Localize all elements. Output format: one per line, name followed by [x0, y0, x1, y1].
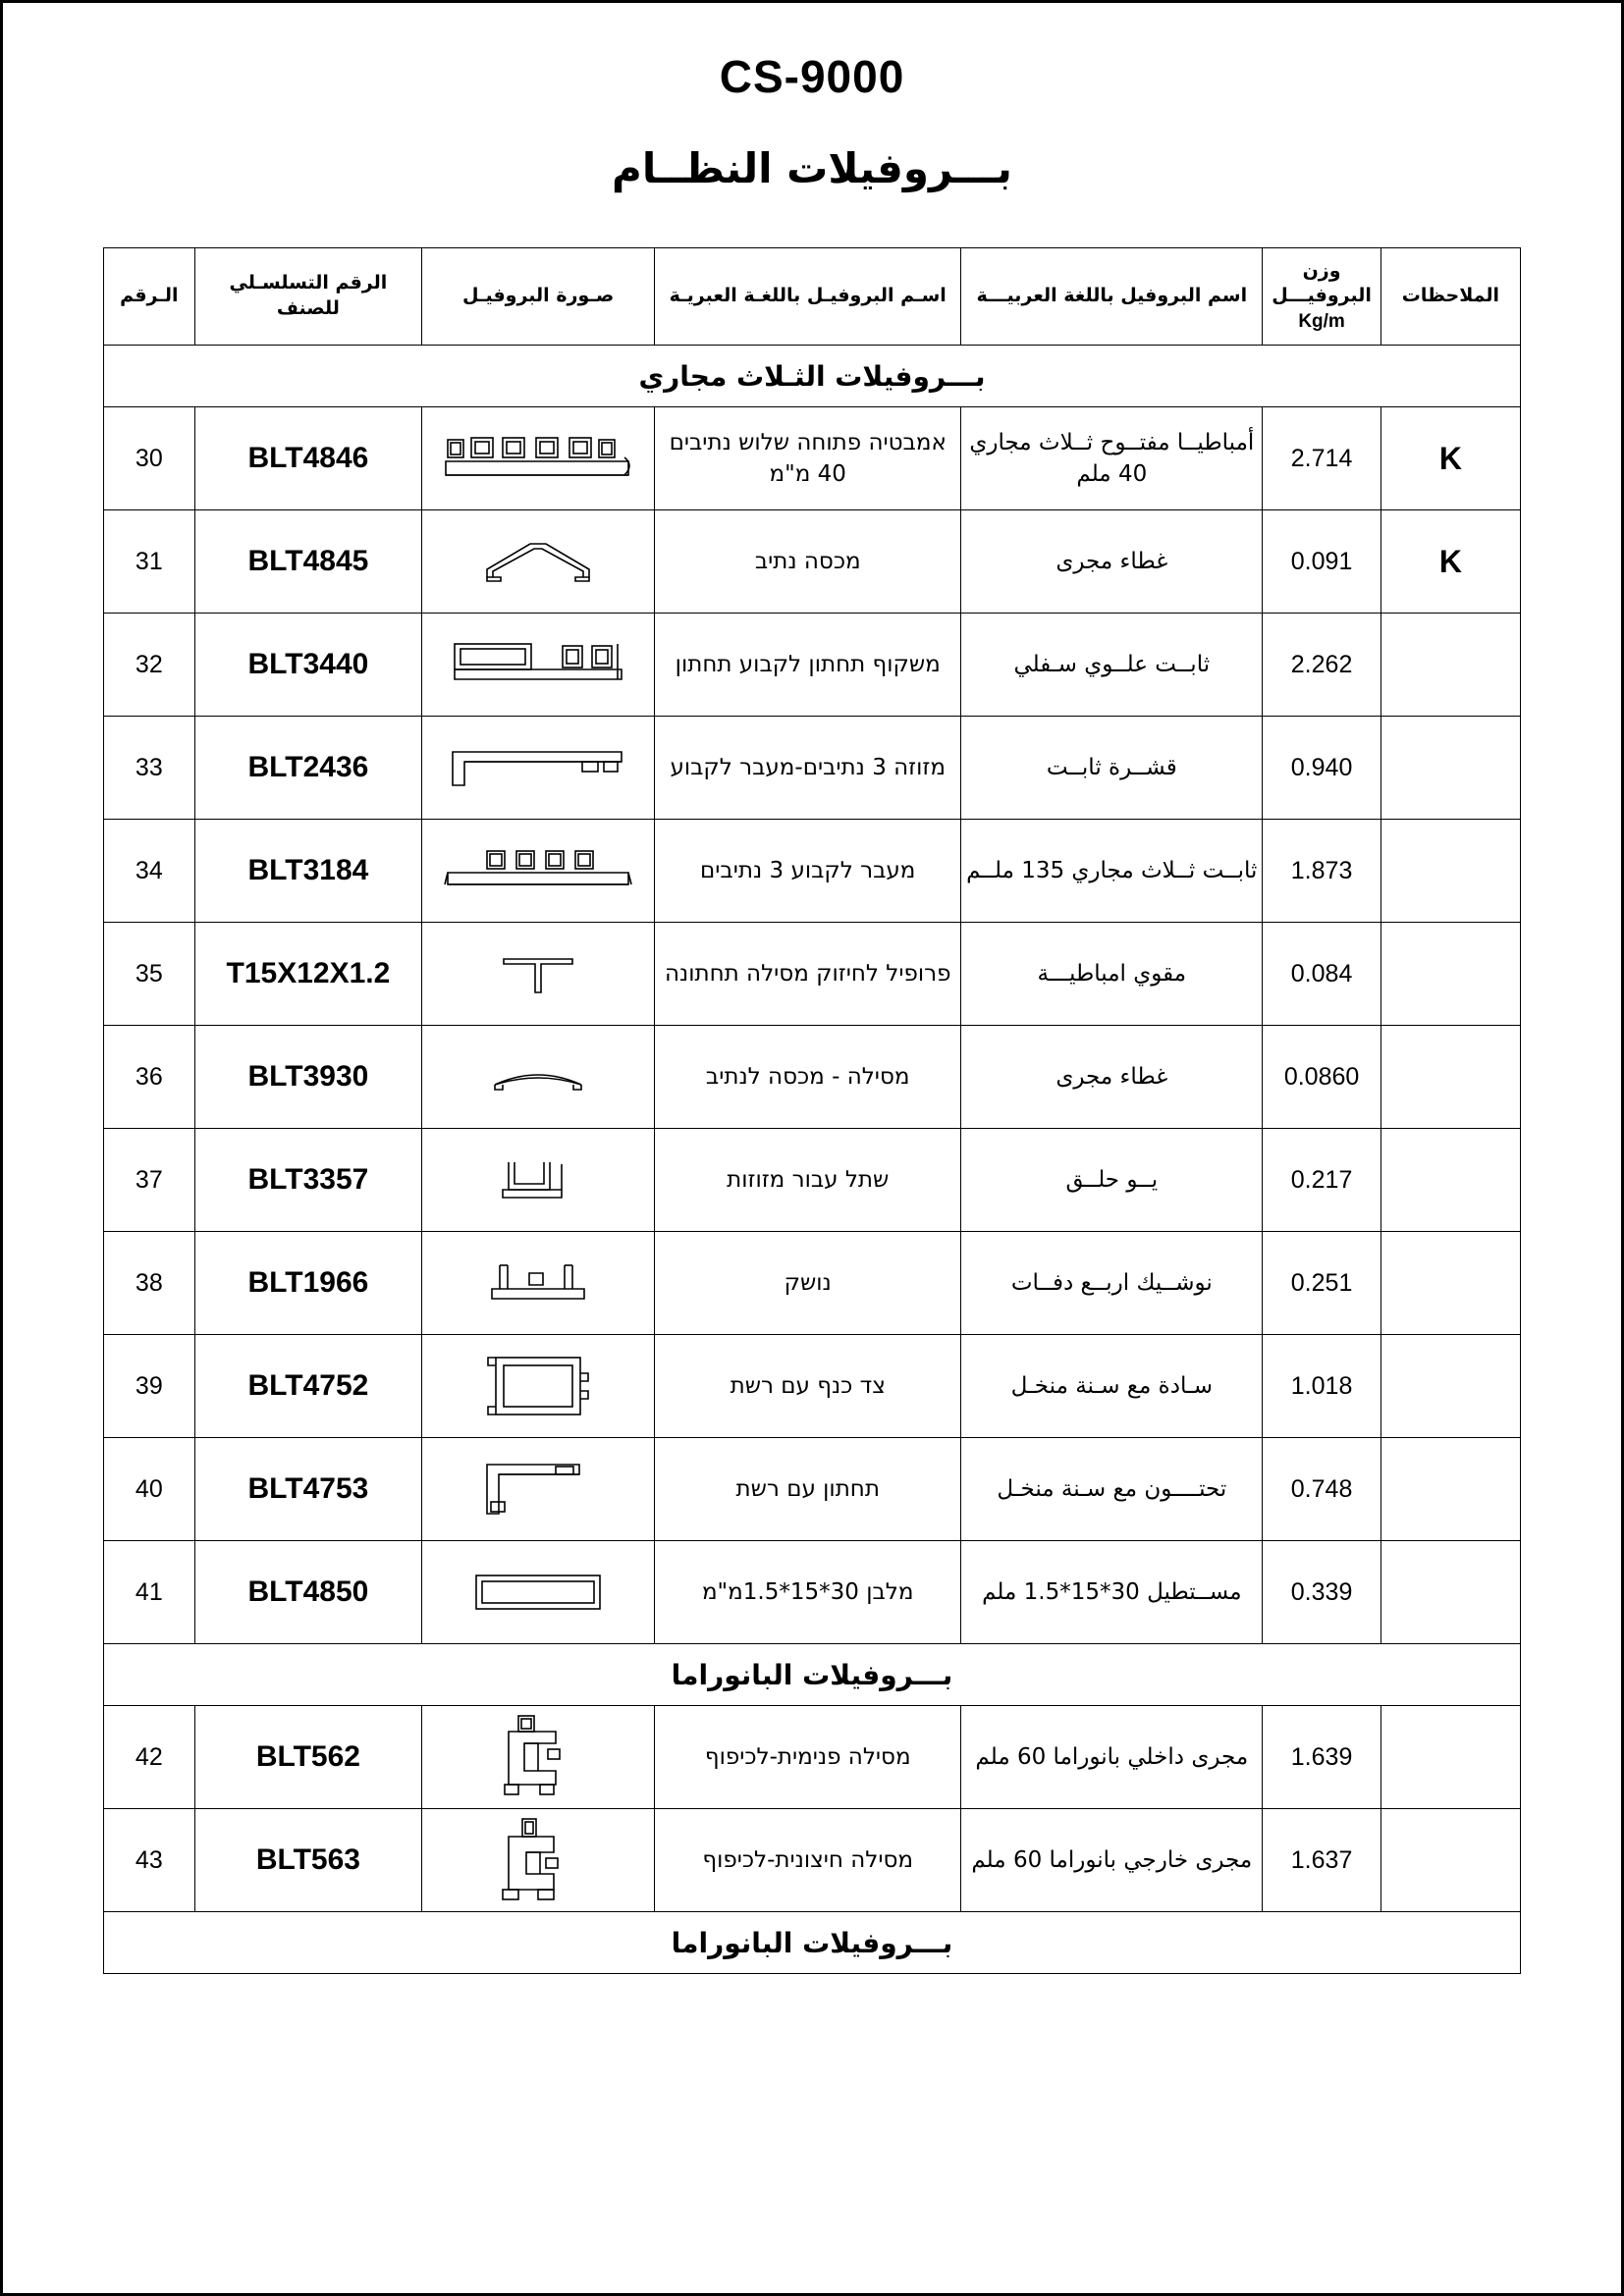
cell-weight: 0.091	[1263, 510, 1381, 614]
table-row	[104, 1706, 1521, 1809]
cell-notes	[1380, 923, 1520, 1026]
cell-row-number: 31	[104, 510, 195, 614]
cell-row-number: 30	[104, 407, 195, 510]
cell-arabic-name: ثابــت ثــلاث مجاري 135 ملــم	[961, 820, 1263, 923]
cell-arabic-name: مســتطيل 30*15*1.5 ملم	[961, 1541, 1263, 1644]
cell-weight: 2.262	[1263, 614, 1381, 717]
column-header-number: الـرقم	[104, 248, 195, 346]
column-header-weight-line1: وزن	[1302, 259, 1341, 282]
profile-figure-side-sash-with-mesh	[422, 1335, 655, 1438]
table-row	[104, 717, 1521, 820]
cell-weight: 0.940	[1263, 717, 1381, 820]
profile-figure-panorama-outer-track	[422, 1809, 655, 1912]
cell-item-code: T15X12X1.2	[194, 923, 422, 1026]
cell-item-code: BLT3440	[194, 614, 422, 717]
cell-arabic-name: يــو حلــق	[961, 1129, 1263, 1232]
table-row	[104, 407, 1521, 510]
cell-item-code: BLT1966	[194, 1232, 422, 1335]
cell-notes	[1380, 1809, 1520, 1912]
cell-row-number: 35	[104, 923, 195, 1026]
profile-figure-open-three-track-profile	[422, 407, 655, 510]
page-subtitle: بـــروفيلات النظــام	[612, 144, 1012, 192]
cell-arabic-name: مجرى خارجي بانوراما 60 ملم	[961, 1809, 1263, 1912]
cell-item-code: BLT563	[194, 1809, 422, 1912]
cell-notes	[1380, 1706, 1520, 1809]
table-row	[104, 1232, 1521, 1335]
cell-notes	[1380, 1438, 1520, 1541]
cell-weight: 2.714	[1263, 407, 1381, 510]
cell-weight: 1.637	[1263, 1809, 1381, 1912]
cell-weight: 0.084	[1263, 923, 1381, 1026]
cell-notes: K	[1380, 510, 1520, 614]
section-header-row	[104, 346, 1521, 407]
cell-item-code: BLT4846	[194, 407, 422, 510]
profile-figure-panorama-inner-track	[422, 1706, 655, 1809]
table-row	[104, 1026, 1521, 1129]
section-header-row	[104, 1912, 1521, 1974]
profile-figure-t-reinforcement	[422, 923, 655, 1026]
profile-figure-fixed-cladding-angle	[422, 717, 655, 820]
cell-row-number: 38	[104, 1232, 195, 1335]
table-row	[104, 1541, 1521, 1644]
column-header-weight-line2: البروفيـــل	[1272, 285, 1372, 307]
cell-row-number: 41	[104, 1541, 195, 1644]
cell-notes	[1380, 717, 1520, 820]
cell-arabic-name: تحتــــون مع سـنة منخـل	[961, 1438, 1263, 1541]
cell-notes	[1380, 1335, 1520, 1438]
cell-hebrew-name: שתל עבור מזוזות	[655, 1129, 961, 1232]
profiles-table	[103, 247, 1521, 1974]
cell-item-code: BLT2436	[194, 717, 422, 820]
cell-row-number: 40	[104, 1438, 195, 1541]
cell-notes	[1380, 614, 1520, 717]
column-header-weight	[1263, 248, 1381, 346]
cell-arabic-name: أمباطيــا مفتــوح ثــلاث مجاري 40 ملم	[961, 407, 1263, 510]
table-row	[104, 1129, 1521, 1232]
profile-figure-track-cover-cap	[422, 510, 655, 614]
cell-arabic-name: غطاء مجرى	[961, 1026, 1263, 1129]
cell-row-number: 36	[104, 1026, 195, 1129]
table-row	[104, 614, 1521, 717]
cell-weight: 0.0860	[1263, 1026, 1381, 1129]
column-header-notes: الملاحظات	[1380, 248, 1520, 346]
section-title: بـــروفيلات الثـلاث مجاري	[104, 346, 1521, 407]
table-row	[104, 820, 1521, 923]
cell-arabic-name: قشــرة ثابــت	[961, 717, 1263, 820]
table-row	[104, 1335, 1521, 1438]
cell-arabic-name: مقوي امباطيـــة	[961, 923, 1263, 1026]
table-row	[104, 1809, 1521, 1912]
cell-arabic-name: نوشــيك اربــع دفــات	[961, 1232, 1263, 1335]
column-header-image: صـورة البروفيـل	[422, 248, 655, 346]
cell-item-code: BLT4752	[194, 1335, 422, 1438]
cell-hebrew-name: פרופיל לחיזוק מסילה תחתונה	[655, 923, 961, 1026]
cell-hebrew-name: אמבטיה פתוחה שלוש נתיבים 40 מ"מ	[655, 407, 961, 510]
section-title: بـــروفيلات البانوراما	[104, 1644, 1521, 1706]
cell-row-number: 43	[104, 1809, 195, 1912]
cell-row-number: 32	[104, 614, 195, 717]
profile-figure-interlock-four-sash	[422, 1232, 655, 1335]
cell-hebrew-name: מסילה חיצונית-לכיפוף	[655, 1809, 961, 1912]
cell-row-number: 33	[104, 717, 195, 820]
table-header	[104, 248, 1521, 346]
table-row	[104, 1438, 1521, 1541]
cell-notes: K	[1380, 407, 1520, 510]
cell-weight: 1.873	[1263, 820, 1381, 923]
column-header-hebrew-name: اسـم البروفيـل باللغـة العبريـة	[655, 248, 961, 346]
cell-row-number: 39	[104, 1335, 195, 1438]
cell-hebrew-name: מעבר לקבוע 3 נתיבים	[655, 820, 961, 923]
profile-figure-u-channel-insert	[422, 1129, 655, 1232]
cell-hebrew-name: תחתון עם רשת	[655, 1438, 961, 1541]
profile-figure-bottom-with-mesh	[422, 1438, 655, 1541]
page-title: CS-9000	[719, 51, 905, 102]
profile-figure-track-cover-low	[422, 1026, 655, 1129]
cell-notes	[1380, 1026, 1520, 1129]
cell-notes	[1380, 1129, 1520, 1232]
cell-item-code: BLT4850	[194, 1541, 422, 1644]
cell-arabic-name: مجرى داخلي بانوراما 60 ملم	[961, 1706, 1263, 1809]
cell-weight: 0.339	[1263, 1541, 1381, 1644]
cell-item-code: BLT3930	[194, 1026, 422, 1129]
cell-hebrew-name: נושק	[655, 1232, 961, 1335]
table-body	[104, 346, 1521, 1974]
table-row	[104, 923, 1521, 1026]
cell-hebrew-name: משקוף תחתון לקבוע תחתון	[655, 614, 961, 717]
profile-figure-bottom-fixed-frame	[422, 614, 655, 717]
cell-weight: 0.748	[1263, 1438, 1381, 1541]
cell-hebrew-name: מכסה נתיב	[655, 510, 961, 614]
cell-hebrew-name: מלבן 30*15*1.5מ"מ	[655, 1541, 961, 1644]
profile-figure-three-track-fixed-135	[422, 820, 655, 923]
cell-item-code: BLT4753	[194, 1438, 422, 1541]
cell-item-code: BLT562	[194, 1706, 422, 1809]
profile-figure-rectangular-tube	[422, 1541, 655, 1644]
cell-hebrew-name: מזוזה 3 נתיבים-מעבר לקבוע	[655, 717, 961, 820]
cell-weight: 0.217	[1263, 1129, 1381, 1232]
cell-weight: 1.639	[1263, 1706, 1381, 1809]
cell-weight: 0.251	[1263, 1232, 1381, 1335]
table-row	[104, 510, 1521, 614]
cell-hebrew-name: מסילה פנימית-לכיפוף	[655, 1706, 961, 1809]
cell-item-code: BLT4845	[194, 510, 422, 614]
column-header-arabic-name: اسم البروفيل باللغة العربيـــة	[961, 248, 1263, 346]
cell-row-number: 37	[104, 1129, 195, 1232]
cell-arabic-name: سـادة مع سـنة منخـل	[961, 1335, 1263, 1438]
cell-notes	[1380, 820, 1520, 923]
section-header-row	[104, 1644, 1521, 1706]
cell-arabic-name: ثابــت علــوي سـفلي	[961, 614, 1263, 717]
cell-row-number: 34	[104, 820, 195, 923]
cell-weight: 1.018	[1263, 1335, 1381, 1438]
cell-item-code: BLT3184	[194, 820, 422, 923]
section-title: بـــروفيلات البانوراما	[104, 1912, 1521, 1974]
column-header-weight-unit: Kg/m	[1298, 310, 1345, 332]
column-header-code: الرقم التسلسـلي للصنف	[194, 248, 422, 346]
cell-item-code: BLT3357	[194, 1129, 422, 1232]
cell-row-number: 42	[104, 1706, 195, 1809]
cell-notes	[1380, 1232, 1520, 1335]
cell-arabic-name: غطاء مجرى	[961, 510, 1263, 614]
cell-hebrew-name: מסילה - מכסה לנתיב	[655, 1026, 961, 1129]
cell-notes	[1380, 1541, 1520, 1644]
cell-hebrew-name: צד כנף עם רשת	[655, 1335, 961, 1438]
